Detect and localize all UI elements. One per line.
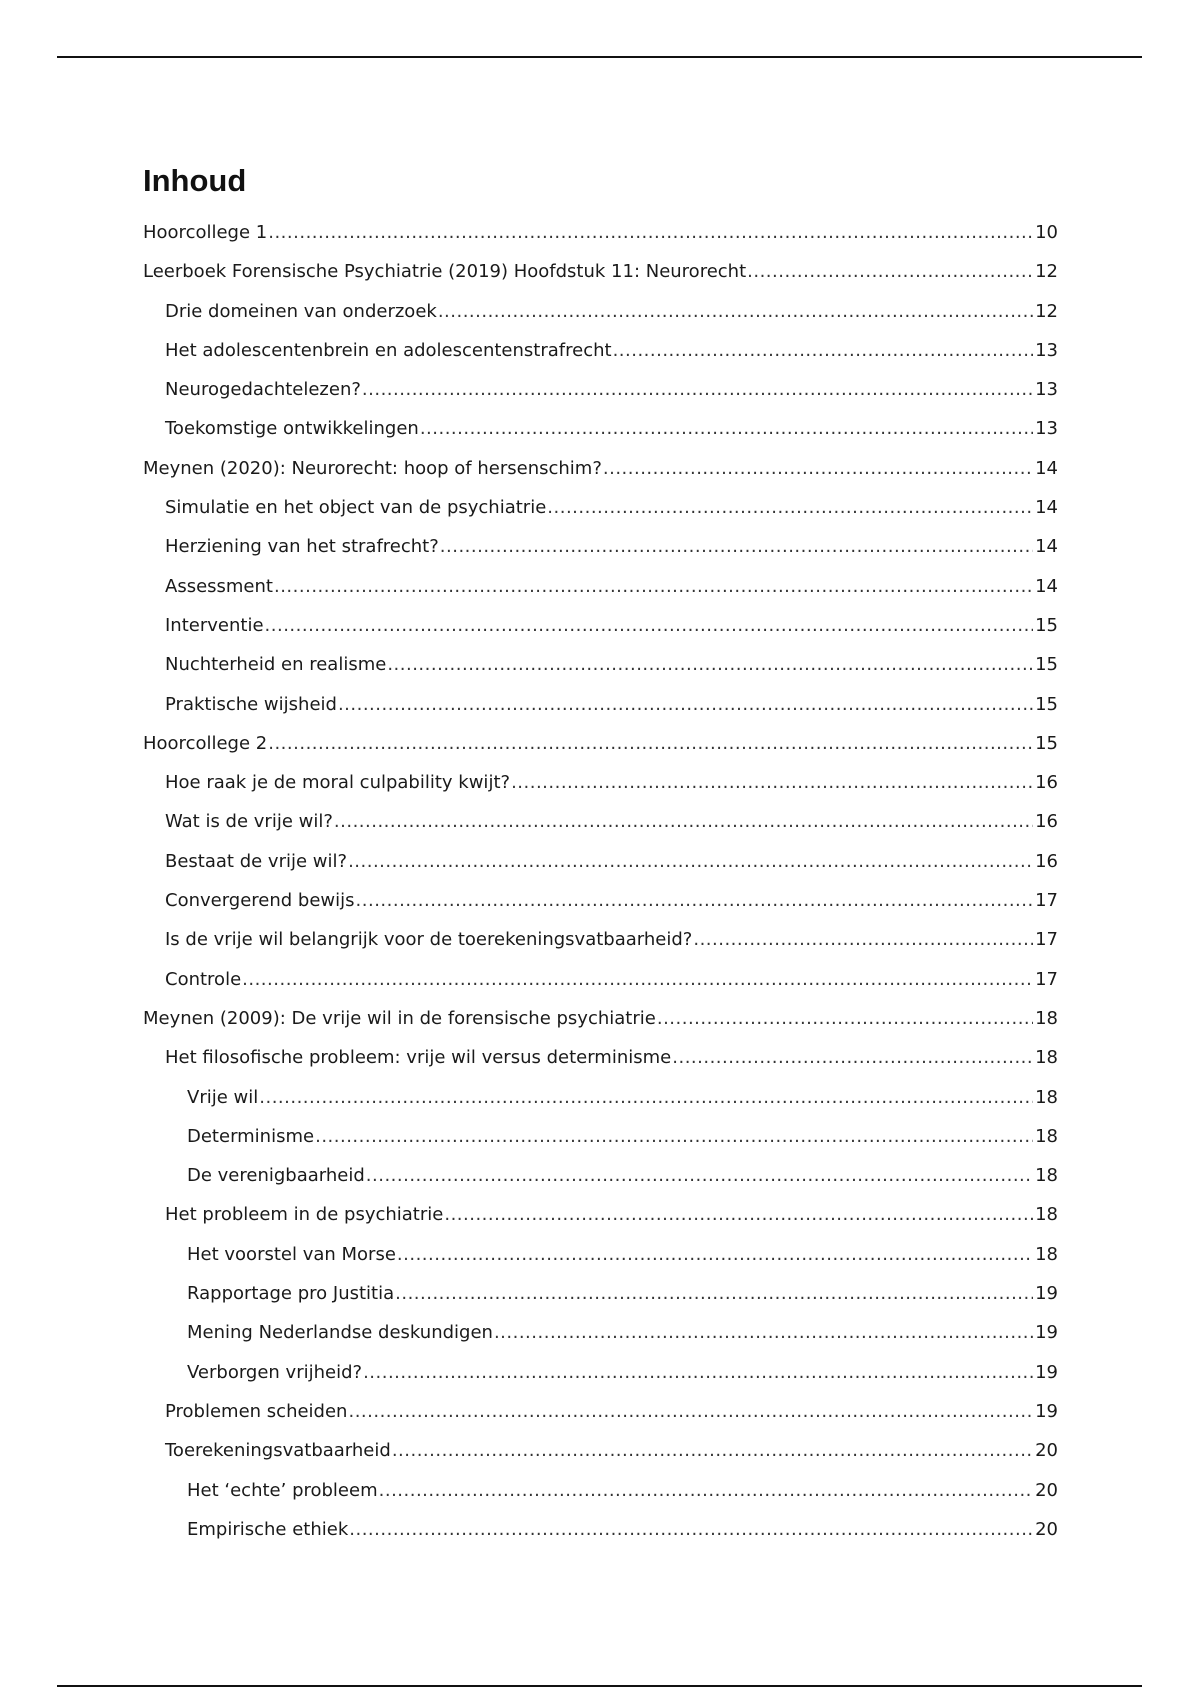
toc-entry[interactable] [143, 1240, 1058, 1279]
toc-page-number: 18 [1035, 1165, 1058, 1187]
toc-entry[interactable] [143, 375, 1058, 414]
toc-entry-label: Controle [165, 968, 242, 990]
footer-rule [57, 1685, 1142, 1687]
toc-entry[interactable] [143, 218, 1058, 257]
toc-dot-leader [259, 1083, 1033, 1113]
toc-page-number: 18 [1035, 1204, 1058, 1226]
toc-dot-leader [268, 218, 1033, 248]
toc-entry-label: Interventie [165, 614, 264, 636]
toc-entry[interactable] [143, 454, 1058, 493]
toc-title: Inhoud [143, 163, 247, 198]
toc-entry[interactable] [143, 690, 1058, 729]
toc-dot-leader [348, 1397, 1033, 1427]
toc-page-number: 15 [1035, 614, 1058, 636]
header-rule [57, 56, 1142, 58]
toc-entry[interactable] [143, 925, 1058, 964]
toc-entry[interactable] [143, 336, 1058, 375]
toc-dot-leader [547, 493, 1033, 523]
toc-page-number: 19 [1035, 1400, 1058, 1422]
toc-dot-leader [438, 297, 1033, 327]
toc-page-number: 14 [1035, 536, 1058, 558]
toc-entry[interactable] [143, 611, 1058, 650]
toc-entry[interactable] [143, 965, 1058, 1004]
toc-entry[interactable] [143, 1083, 1058, 1122]
toc-dot-leader [397, 1240, 1033, 1270]
toc-entry[interactable] [143, 1043, 1058, 1082]
toc-page-number: 12 [1035, 261, 1058, 283]
toc-page-number: 19 [1035, 1283, 1058, 1305]
toc-dot-leader [348, 847, 1033, 877]
toc-dot-leader [444, 1200, 1033, 1230]
toc-dot-leader [315, 1122, 1033, 1152]
toc-entry-label: Nuchterheid en realisme [165, 654, 387, 676]
toc-entry[interactable] [143, 1122, 1058, 1161]
table-of-contents [143, 218, 1058, 1554]
toc-entry-label: Het ‘echte’ probleem [187, 1479, 378, 1501]
toc-entry-label: Meynen (2020): Neurorecht: hoop of hersenschim? [143, 457, 602, 479]
toc-page-number: 15 [1035, 693, 1058, 715]
toc-entry[interactable] [143, 1318, 1058, 1357]
toc-dot-leader [356, 886, 1033, 916]
toc-page-number: 13 [1035, 418, 1058, 440]
toc-entry[interactable] [143, 257, 1058, 296]
toc-dot-leader [392, 1436, 1033, 1466]
toc-page-number: 18 [1035, 1243, 1058, 1265]
toc-entry[interactable] [143, 1200, 1058, 1239]
toc-dot-leader [242, 965, 1033, 995]
toc-page-number: 12 [1035, 300, 1058, 322]
toc-entry-label: Problemen scheiden [165, 1400, 348, 1422]
toc-page-number: 10 [1035, 222, 1058, 243]
toc-page-number: 14 [1035, 457, 1058, 479]
toc-entry[interactable] [143, 1279, 1058, 1318]
toc-entry-label: Hoe raak je de moral culpability kwijt? [165, 772, 511, 794]
toc-dot-leader [387, 650, 1033, 680]
toc-entry[interactable] [143, 729, 1058, 768]
toc-page-number: 14 [1035, 497, 1058, 519]
toc-entry[interactable] [143, 807, 1058, 846]
toc-entry-label: Empirische ethiek [187, 1518, 349, 1540]
toc-dot-leader [511, 768, 1033, 798]
toc-page-number: 19 [1035, 1361, 1058, 1383]
toc-dot-leader [420, 414, 1033, 444]
toc-page-number: 16 [1035, 772, 1058, 794]
toc-page-number: 16 [1035, 811, 1058, 833]
toc-page-number: 15 [1035, 732, 1058, 754]
toc-entry[interactable] [143, 1004, 1058, 1043]
toc-page-number: 18 [1035, 1086, 1058, 1108]
toc-entry-label: Het filosofische probleem: vrije wil versus determinisme [165, 1047, 672, 1069]
toc-entry-label: Convergerend bewijs [165, 890, 355, 912]
toc-entry-label: Het probleem in de psychiatrie [165, 1204, 444, 1226]
toc-entry-label: Verborgen vrijheid? [187, 1361, 363, 1383]
toc-entry[interactable] [143, 1397, 1058, 1436]
toc-entry[interactable] [143, 847, 1058, 886]
toc-page-number: 20 [1035, 1479, 1058, 1501]
toc-dot-leader [672, 1043, 1033, 1073]
toc-dot-leader [366, 1161, 1033, 1191]
toc-dot-leader [274, 572, 1033, 602]
toc-page-number: 17 [1035, 929, 1058, 951]
toc-page-number: 16 [1035, 850, 1058, 872]
toc-entry-label: De verenigbaarheid [187, 1165, 365, 1187]
toc-entry-label: Assessment [165, 575, 273, 597]
toc-entry[interactable] [143, 1358, 1058, 1397]
toc-entry[interactable] [143, 1436, 1058, 1475]
toc-page-number: 13 [1035, 339, 1058, 361]
toc-entry[interactable] [143, 1476, 1058, 1515]
toc-page-number: 18 [1035, 1125, 1058, 1147]
toc-dot-leader [440, 532, 1033, 562]
toc-entry-label: Toerekeningsvatbaarheid [165, 1440, 391, 1462]
toc-entry-label: Vrije wil [187, 1086, 259, 1108]
toc-entry[interactable] [143, 493, 1058, 532]
toc-entry-label: Simulatie en het object van de psychiatrie [165, 497, 547, 519]
toc-dot-leader [603, 454, 1033, 484]
toc-page-number: 18 [1035, 1047, 1058, 1069]
toc-dot-leader [362, 375, 1033, 405]
toc-entry[interactable] [143, 572, 1058, 611]
toc-entry-label: Drie domeinen van onderzoek [165, 300, 437, 322]
toc-dot-leader [363, 1358, 1033, 1388]
toc-dot-leader [494, 1318, 1033, 1348]
toc-dot-leader [265, 611, 1033, 641]
toc-entry-label: Hoorcollege 1 [143, 222, 268, 243]
toc-page-number: 20 [1035, 1518, 1058, 1540]
toc-entry-label: Bestaat de vrije wil? [165, 850, 348, 872]
toc-entry-label: Herziening van het strafrecht? [165, 536, 439, 558]
toc-dot-leader [334, 807, 1033, 837]
toc-dot-leader [338, 690, 1033, 720]
toc-entry-label: Meynen (2009): De vrije wil in de forensische psychiatrie [143, 1007, 656, 1029]
toc-dot-leader [268, 729, 1033, 759]
toc-entry[interactable] [143, 886, 1058, 925]
toc-page-number: 17 [1035, 968, 1058, 990]
toc-entry-label: Praktische wijsheid [165, 693, 337, 715]
toc-dot-leader [657, 1004, 1033, 1034]
toc-entry[interactable] [143, 650, 1058, 689]
toc-page-number: 17 [1035, 890, 1058, 912]
toc-page-number: 20 [1035, 1440, 1058, 1462]
toc-entry-label: Is de vrije wil belangrijk voor de toerekeningsvatbaarheid? [165, 929, 693, 951]
toc-entry-label: Rapportage pro Justitia [187, 1283, 395, 1305]
toc-dot-leader [693, 925, 1033, 955]
toc-dot-leader [349, 1515, 1033, 1545]
toc-page-number: 18 [1035, 1007, 1058, 1029]
toc-entry[interactable] [143, 768, 1058, 807]
toc-entry-label: Wat is de vrije wil? [165, 811, 333, 833]
toc-entry-label: Mening Nederlandse deskundigen [187, 1322, 493, 1344]
toc-page-number: 19 [1035, 1322, 1058, 1344]
toc-entry-label: Het adolescentenbrein en adolescentenstrafrecht [165, 339, 612, 361]
toc-entry[interactable] [143, 297, 1058, 336]
toc-page-number: 13 [1035, 379, 1058, 401]
toc-entry-label: Leerboek Forensische Psychiatrie (2019) Hoofdstuk 11: Neurorecht [143, 261, 747, 283]
toc-dot-leader [395, 1279, 1033, 1309]
toc-entry[interactable] [143, 1515, 1058, 1554]
toc-entry[interactable] [143, 414, 1058, 453]
toc-entry-label: Het voorstel van Morse [187, 1243, 396, 1265]
toc-entry-label: Hoorcollege 2 [143, 732, 268, 754]
toc-entry-label: Neurogedachtelezen? [165, 379, 361, 401]
toc-entry[interactable] [143, 1161, 1058, 1200]
toc-dot-leader [747, 257, 1033, 287]
toc-dot-leader [379, 1476, 1033, 1506]
toc-page-number: 15 [1035, 654, 1058, 676]
toc-entry[interactable] [143, 532, 1058, 571]
toc-entry-label: Toekomstige ontwikkelingen [165, 418, 419, 440]
toc-dot-leader [613, 336, 1033, 366]
toc-entry-label: Determinisme [187, 1125, 315, 1147]
toc-page-number: 14 [1035, 575, 1058, 597]
